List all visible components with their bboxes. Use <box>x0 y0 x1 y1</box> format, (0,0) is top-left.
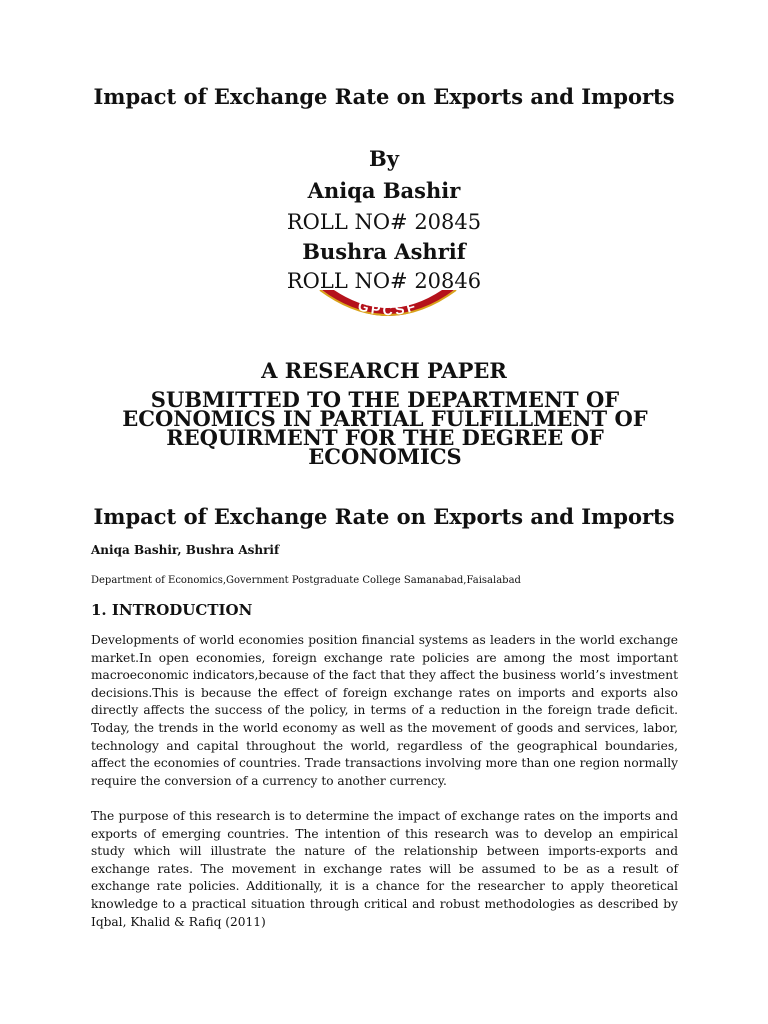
roll-number-1: ROLL NO# 20845 <box>286 210 482 234</box>
roll-number-2: ROLL NO# 20846 <box>286 269 482 293</box>
college-logo <box>318 290 458 330</box>
intro-paragraph-2: The purpose of this research is to determine the impact of exchange rates on the imports and exports of emerging countries. The intention of this research was to develop an empirical study which will illustrate the nature of the relationship between imports-exports and exchange rates. The movement in exchange rates will be assumed to be as a result of exchange rate policies. Additionally, it is a chance for the researcher to apply theoretical knowledge to a practical situation through critical and robust methodologies as described by Iqbal, Khalid & Rafiq (2011) <box>91 809 678 929</box>
section-heading: 1. INTRODUCTION <box>91 601 253 619</box>
svg-text:GPCSF: GPCSF <box>356 297 420 319</box>
article-title: Impact of Exchange Rate on Exports and Imports <box>93 504 675 529</box>
document-title: Impact of Exchange Rate on Exports and Imports <box>93 84 675 109</box>
intro-paragraph-1: Developments of world economies position financial systems as leaders in the world exchange market.In open economies, foreign exchange rate policies are among the most important macroeconomic indicators,because of the fact that they affect the business world’s investment decisions.This is because the effect of foreign exchange rates on imports and exports also directly affects the success of the policy, in terms of a reduction in the foreign trade deficit. Today, the trends in the world economy as well as the movement of goods and services, labor, technology and capital throughout the world, regardless of the geographical boundaries, affect the economies of countries. Trade transactions involving more than one region normally require the conversion of a currency to another currency. <box>91 633 678 788</box>
author-name-2: Bushra Ashrif <box>302 239 466 264</box>
submission-statement: SUBMITTED TO THE DEPARTMENT OF ECONOMICS IN PARTIAL FULFILLMENT OF REQUIRMENT FOR THE DEGREE OF ECONOMICS <box>122 387 648 469</box>
article-authors: Aniqa Bashir, Bushra Ashrif <box>91 543 280 557</box>
paper-type: A RESEARCH PAPER <box>261 358 507 383</box>
by-label: By <box>369 146 399 171</box>
author-name-1: Aniqa Bashir <box>307 178 461 203</box>
article-affiliation: Department of Economics,Government Postgraduate College Samanabad,Faisalabad <box>91 575 521 586</box>
